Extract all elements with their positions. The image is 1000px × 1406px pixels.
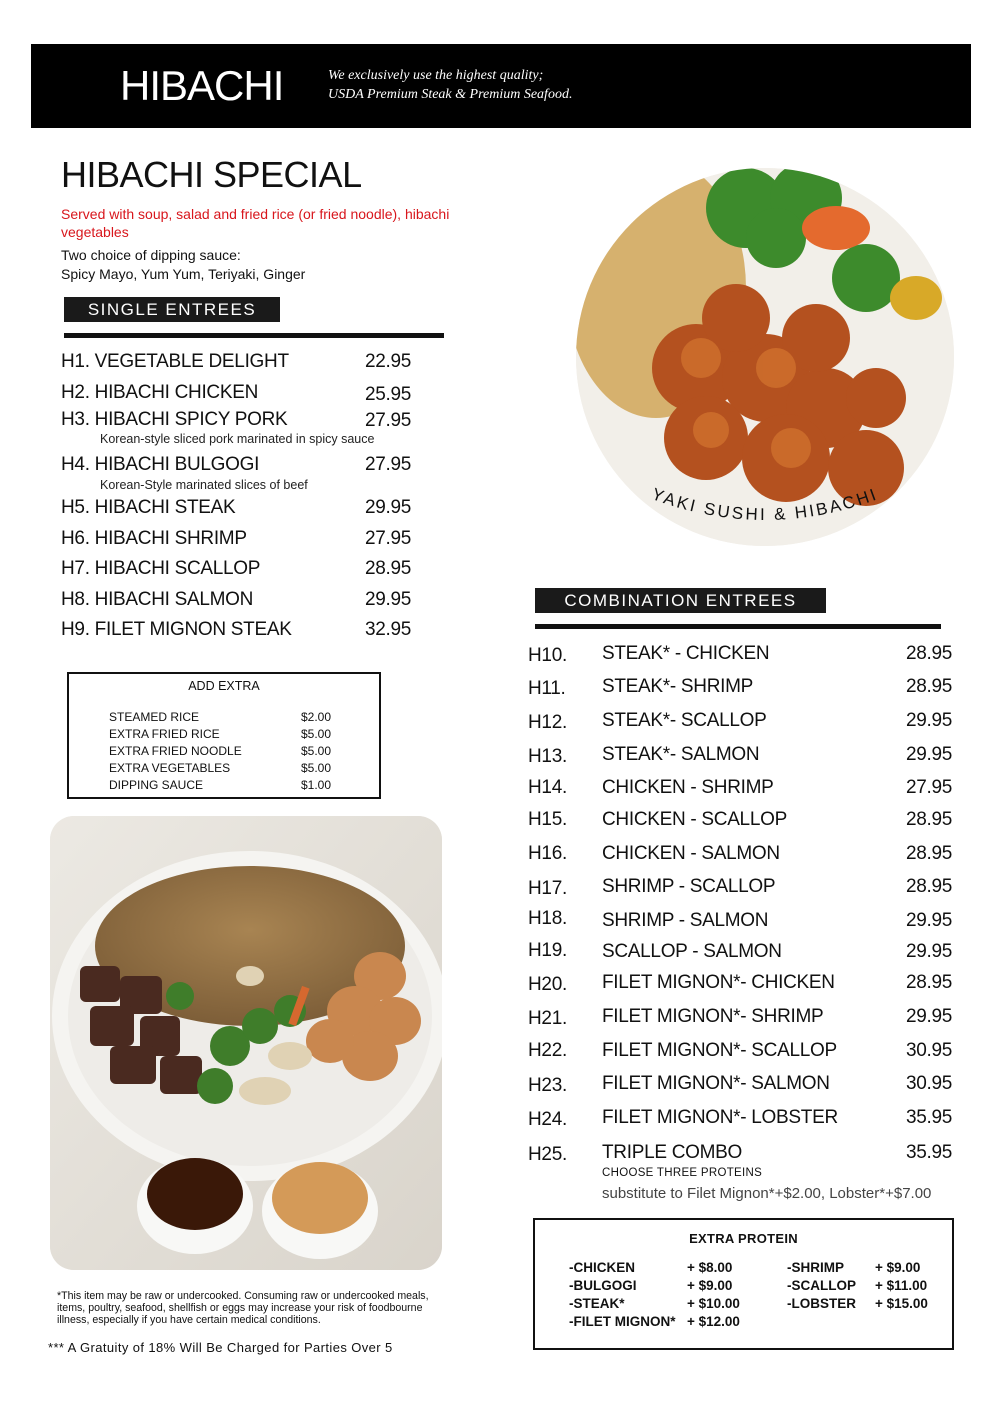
section-title: HIBACHI SPECIAL (61, 154, 362, 195)
item-price: 29.95 (365, 589, 412, 610)
item-price: 28.95 (905, 809, 952, 830)
item-code: H14. (528, 777, 567, 798)
item-price: 28.95 (905, 876, 952, 897)
section-divider (535, 624, 941, 629)
item-code: H12. (528, 712, 567, 733)
item-price: 27.95 (365, 410, 412, 431)
item-code: H17. (528, 878, 567, 899)
item-code: H19. (528, 940, 567, 961)
menu-item (61, 351, 289, 373)
item-name: SHRIMP - SALMON (602, 910, 769, 931)
extra-price: $2.00 (301, 710, 332, 724)
menu-item (61, 619, 292, 641)
item-code: H4. (61, 454, 90, 475)
item-code: H5. (61, 497, 90, 518)
combination-entrees-tag: COMBINATION ENTREES (535, 588, 826, 613)
menu-item (61, 589, 253, 611)
item-name: SCALLOP - SALMON (602, 941, 782, 962)
dipping-sauce-note (61, 246, 305, 284)
item-code: H22. (528, 1040, 567, 1061)
item-code: H8. (61, 589, 90, 610)
item-name: STEAK* - CHICKEN (602, 643, 770, 664)
item-name: HIBACHI BULGOGI (94, 454, 260, 475)
item-code: H18. (528, 908, 567, 929)
item-price: 30.95 (905, 1073, 952, 1094)
item-price: 29.95 (905, 710, 952, 731)
dipping-sauce-line-1: Two choice of dipping sauce: (61, 247, 241, 263)
header-tagline (328, 66, 572, 104)
item-name: CHICKEN - SALMON (602, 843, 780, 864)
single-entrees-tag: SINGLE ENTREES (64, 297, 280, 322)
raw-food-disclaimer: *This item may be raw or undercooked. Consuming raw or undercooked meals, items, poultry, seafood, shellfish or eggs may increase your risk of foodbourne illness, especially if you have certain medical conditions. (57, 1290, 429, 1326)
menu-item (61, 409, 287, 431)
item-code: H13. (528, 746, 567, 767)
protein-price: + $8.00 (687, 1260, 733, 1275)
photo-caption-text: YAKI SUSHI & HIBACHI (649, 484, 881, 525)
item-price: 30.95 (905, 1040, 952, 1061)
item-name: FILET MIGNON STEAK (94, 619, 292, 640)
protein-price: + $11.00 (875, 1278, 928, 1293)
extra-name: DIPPING SAUCE (109, 778, 204, 792)
menu-item (61, 528, 247, 550)
item-code: H24. (528, 1109, 567, 1130)
item-price: 27.95 (365, 528, 412, 549)
protein-name: -STEAK* (569, 1296, 625, 1311)
extra-name: EXTRA FRIED NOODLE (109, 744, 242, 758)
tagline-line-2: USDA Premium Steak & Premium Seafood. (328, 87, 573, 102)
protein-name: -SHRIMP (787, 1260, 844, 1275)
item-code: H15. (528, 809, 567, 830)
item-code: H2. (61, 382, 90, 403)
item-description: Korean-Style marinated slices of beef (100, 478, 308, 492)
item-code: H25. (528, 1144, 567, 1165)
add-extra-title: ADD EXTRA (188, 679, 260, 693)
item-code: H9. (61, 619, 90, 640)
photo-caption (620, 480, 910, 560)
item-name: VEGETABLE DELIGHT (94, 351, 289, 372)
menu-item (61, 454, 259, 476)
item-name: STEAK*- SALMON (602, 744, 760, 765)
item-name: SHRIMP - SCALLOP (602, 876, 776, 897)
item-code: H1. (61, 351, 90, 372)
item-price: 27.95 (365, 454, 412, 475)
item-name: FILET MIGNON*- SHRIMP (602, 1006, 824, 1027)
item-code: H23. (528, 1075, 567, 1096)
item-name: FILET MIGNON*- SCALLOP (602, 1040, 837, 1061)
item-name: STEAK*- SHRIMP (602, 676, 753, 697)
item-name: TRIPLE COMBO (602, 1142, 742, 1163)
item-code: H20. (528, 974, 567, 995)
item-price: 29.95 (905, 744, 952, 765)
item-name: HIBACHI CHICKEN (94, 382, 259, 403)
item-price: 22.95 (365, 351, 412, 372)
item-price: 28.95 (365, 558, 412, 579)
item-name: HIBACHI SHRIMP (94, 528, 247, 549)
item-code: H7. (61, 558, 90, 579)
item-name: FILET MIGNON*- SALMON (602, 1073, 830, 1094)
extra-price: $5.00 (301, 744, 332, 758)
item-price: 27.95 (905, 777, 952, 798)
dipping-sauce-line-2: Spicy Mayo, Yum Yum, Teriyaki, Ginger (61, 266, 306, 282)
item-price: 32.95 (365, 619, 412, 640)
item-code: H6. (61, 528, 90, 549)
item-name: CHICKEN - SCALLOP (602, 809, 787, 830)
menu-item (61, 382, 258, 404)
extra-name: EXTRA FRIED RICE (109, 727, 220, 741)
menu-item (61, 497, 235, 519)
extra-price: $5.00 (301, 761, 332, 775)
item-name: STEAK*- SCALLOP (602, 710, 767, 731)
protein-name: -LOBSTER (787, 1296, 856, 1311)
extra-name: STEAMED RICE (109, 710, 200, 724)
tagline-line-1: We exclusively use the highest quality; (328, 68, 544, 83)
protein-name: -CHICKEN (569, 1260, 635, 1275)
item-code: H10. (528, 645, 567, 666)
item-price: 28.95 (905, 972, 952, 993)
item-code: H11. (528, 678, 566, 699)
svg-text:YAKI SUSHI & HIBACHI (649, 484, 880, 524)
item-price: 25.95 (365, 384, 412, 405)
extra-price: $1.00 (301, 778, 332, 792)
item-name: FILET MIGNON*- CHICKEN (602, 972, 835, 993)
item-price: 35.95 (905, 1107, 952, 1128)
item-price: 29.95 (905, 941, 952, 962)
section-divider (64, 333, 444, 338)
hibachi-bowl-photo (50, 816, 442, 1270)
protein-price: + $9.00 (875, 1260, 921, 1275)
gratuity-note: *** A Gratuity of 18% Will Be Charged for Parties Over 5 (48, 1340, 393, 1355)
protein-name: -SCALLOP (787, 1278, 856, 1293)
menu-item (61, 558, 260, 580)
triple-combo-note: CHOOSE THREE PROTEINS (602, 1167, 763, 1179)
protein-name: -FILET MIGNON* (569, 1314, 676, 1329)
protein-price: + $12.00 (687, 1314, 740, 1329)
protein-price: + $15.00 (875, 1296, 928, 1311)
item-price: 28.95 (905, 843, 952, 864)
extra-price: $5.00 (301, 727, 332, 741)
page-title: HIBACHI (120, 62, 284, 109)
item-description: Korean-style sliced pork marinated in spicy sauce (100, 432, 375, 446)
item-price: 35.95 (905, 1142, 952, 1163)
item-price: 28.95 (905, 676, 952, 697)
item-name: HIBACHI SALMON (94, 589, 254, 610)
item-price: 29.95 (905, 910, 952, 931)
item-price: 28.95 (905, 643, 952, 664)
protein-price: + $10.00 (687, 1296, 740, 1311)
food-photo-illustration (50, 816, 442, 1270)
extra-name: EXTRA VEGETABLES (109, 761, 231, 775)
item-name: FILET MIGNON*- LOBSTER (602, 1107, 838, 1128)
served-with-note: Served with soup, salad and fried rice (or fried noodle), hibachi vegetables (61, 206, 450, 240)
extra-protein-title: EXTRA PROTEIN (689, 1231, 798, 1246)
protein-name: -BULGOGI (569, 1278, 637, 1293)
item-code: H3. (61, 409, 90, 430)
item-price: 29.95 (905, 1006, 952, 1027)
item-price: 29.95 (365, 497, 412, 518)
item-name: CHICKEN - SHRIMP (602, 777, 774, 798)
protein-price: + $9.00 (687, 1278, 733, 1293)
item-code: H21. (528, 1008, 567, 1029)
item-name: HIBACHI STEAK (94, 497, 236, 518)
item-name: HIBACHI SPICY PORK (94, 409, 288, 430)
triple-combo-substitute-note: substitute to Filet Mignon*+$2.00, Lobster*+$7.00 (602, 1185, 932, 1202)
item-name: HIBACHI SCALLOP (94, 558, 261, 579)
item-code: H16. (528, 843, 567, 864)
